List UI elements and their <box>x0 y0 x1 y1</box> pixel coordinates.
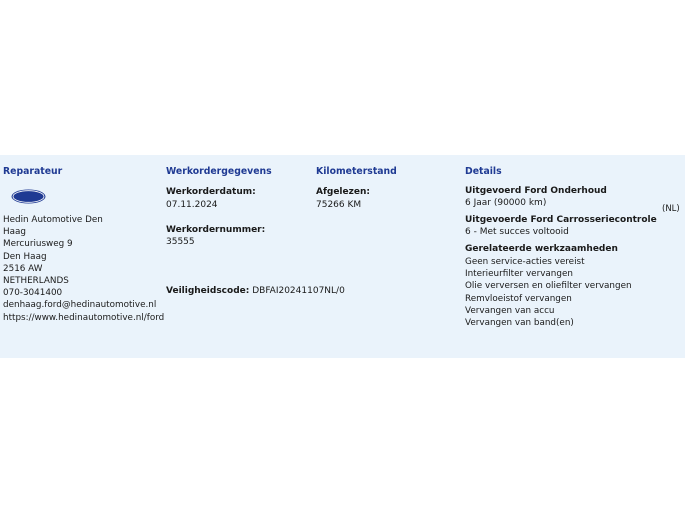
reparateur-address <box>3 214 164 324</box>
werkorder-heading: Werkordergegevens <box>166 166 272 177</box>
country-tag: (NL) <box>662 204 680 214</box>
body-check-label: Uitgevoerde Ford Carrosseriecontrole <box>465 215 657 225</box>
list-item: Remvloeistof vervangen <box>465 293 572 304</box>
related-work-label: Gerelateerde werkzaamheden <box>465 244 618 254</box>
address-line: Hedin Automotive Den <box>3 215 103 225</box>
service-label: Uitgevoerd Ford Onderhoud <box>465 186 607 196</box>
service-value: 6 Jaar (90000 km) <box>465 198 547 208</box>
ford-logo-icon <box>11 189 46 204</box>
address-line: NETHERLANDS <box>3 276 69 287</box>
kilometer-heading: Kilometerstand <box>316 166 397 177</box>
werkorder-date-value: 07.11.2024 <box>166 200 218 210</box>
list-item: Vervangen van band(en) <box>465 318 574 329</box>
kilometer-read-value: 75266 KM <box>316 200 362 210</box>
address-line: Den Haag <box>3 251 47 262</box>
related-work-list <box>465 256 632 329</box>
list-item: Interieurfilter vervangen <box>465 269 573 280</box>
security-code-row <box>166 286 345 296</box>
address-line: Haag <box>3 227 26 238</box>
website-link[interactable]: https://www.hedinautomotive.nl/ford <box>3 312 165 323</box>
kilometer-read-label: Afgelezen: <box>316 187 370 197</box>
phone-number: 070-3041400 <box>3 288 63 299</box>
list-item: Olie verversen en oliefilter vervangen <box>465 281 632 292</box>
address-line: 2516 AW <box>3 263 43 274</box>
body-check-value: 6 - Met succes voltooid <box>465 227 569 237</box>
werkorder-date-label: Werkorderdatum: <box>166 187 256 197</box>
werkorder-number-label: Werkordernummer: <box>166 225 266 235</box>
list-item: Vervangen van accu <box>465 305 555 316</box>
reparateur-heading: Reparateur <box>3 166 63 177</box>
werkorder-number-value: 35555 <box>166 237 195 247</box>
list-item: Geen service-acties vereist <box>465 257 585 267</box>
address-line: Mercuriusweg 9 <box>3 239 73 250</box>
security-code-value: DBFAI20241107NL/0 <box>252 286 345 296</box>
email-link[interactable]: denhaag.ford@hedinautomotive.nl <box>3 300 157 311</box>
security-code-label: Veiligheidscode: <box>166 286 250 296</box>
details-heading: Details <box>465 166 502 177</box>
